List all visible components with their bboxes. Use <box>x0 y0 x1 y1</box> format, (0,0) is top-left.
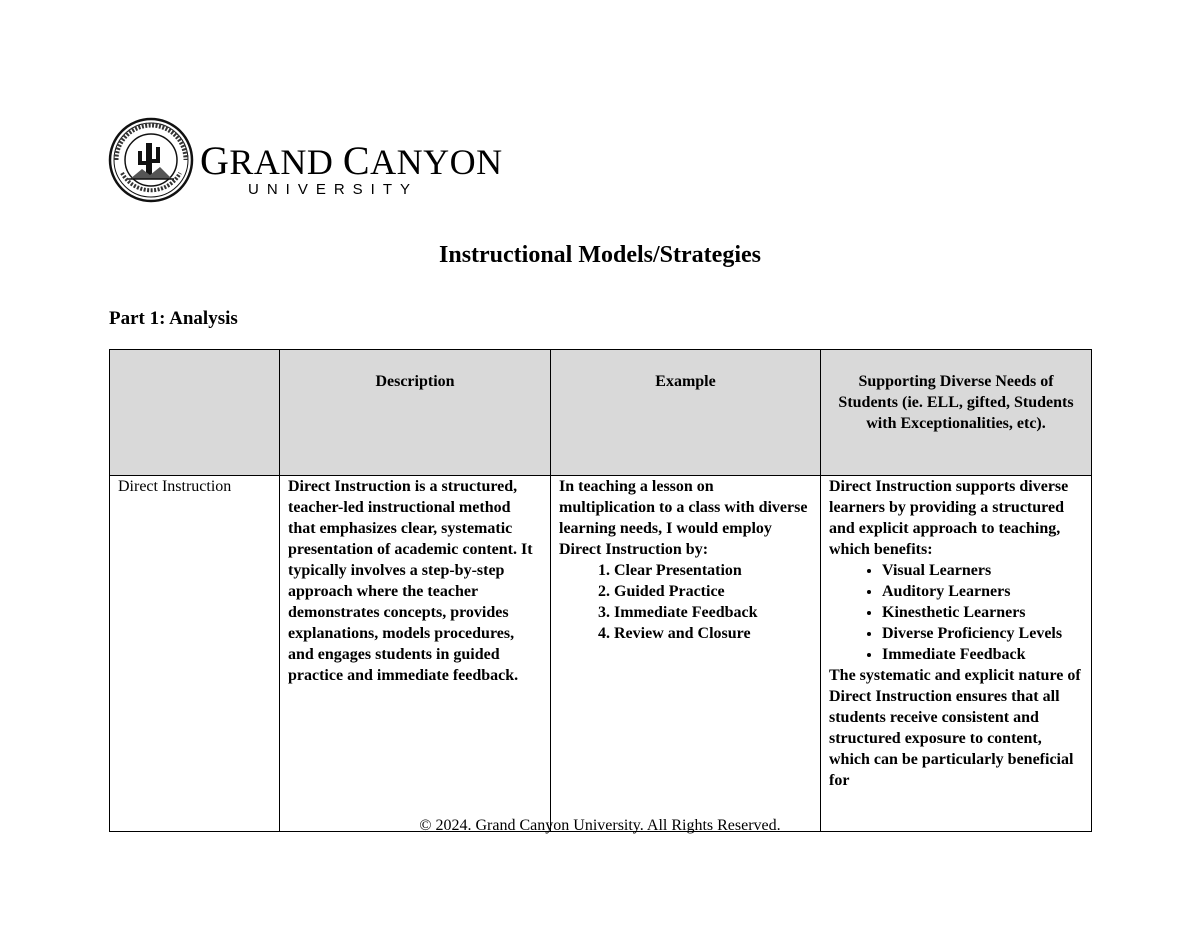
header-cell-supporting-diverse-needs: Supporting Diverse Needs of Students (ie. ELL, gifted, Students with Exceptionalities, etc). <box>821 350 1092 476</box>
support-list <box>829 560 1083 665</box>
logo-subtitle: UNIVERSITY <box>248 181 419 198</box>
university-seal-icon <box>108 117 194 203</box>
page-title: Instructional Models/Strategies <box>439 242 761 268</box>
support-content <box>829 476 1083 831</box>
model-name-cell <box>110 476 280 832</box>
model-name: Direct Instruction <box>118 478 232 495</box>
support-outro: The systematic and explicit nature of Direct Instruction ensures that all students receive consistent and structured exposure to content, which can be particularly beneficial for <box>829 667 1081 789</box>
support-cell <box>821 476 1092 832</box>
list-item: • Immediate Feedback <box>882 644 1083 665</box>
copyright-footer: © 2024. Grand Canyon University. All Rights Reserved. <box>419 817 781 834</box>
example-cell <box>551 476 821 832</box>
section-heading: Part 1: Analysis <box>109 308 238 329</box>
list-item: 3. Immediate Feedback <box>614 602 812 623</box>
list-item: 2. Guided Practice <box>614 581 812 602</box>
example-intro: In teaching a lesson on multiplication to a class with diverse learning needs, I would employ Direct Instruction by: <box>559 478 808 558</box>
header-cell-model <box>110 350 280 476</box>
description-text: Direct Instruction is a structured, teacher-led instructional method that emphasizes clear, systematic presentation of academic content. It typically involves a step-by-step approach where the teacher demonstrates concepts, provides explanations, models procedures, and engages students in guided practice and immediate feedback. <box>288 478 533 684</box>
header-cell-description: Description <box>280 350 551 476</box>
list-item: 1. Clear Presentation <box>614 560 812 581</box>
list-item: 4. Review and Closure <box>614 623 812 644</box>
example-steps-list <box>559 560 812 644</box>
support-intro: Direct Instruction supports diverse learners by providing a structured and explicit approach to teaching, which benefits: <box>829 478 1069 558</box>
list-item: • Diverse Proficiency Levels <box>882 623 1083 644</box>
table-row <box>110 476 1092 832</box>
list-item: • Visual Learners <box>882 560 1083 581</box>
logo-wordmark: GRAND CANYON <box>200 138 503 183</box>
list-item: • Auditory Learners <box>882 581 1083 602</box>
strategies-table <box>109 349 1092 832</box>
list-item: • Kinesthetic Learners <box>882 602 1083 623</box>
table-header-row <box>110 350 1092 476</box>
header-cell-example: Example <box>551 350 821 476</box>
description-cell <box>280 476 551 832</box>
university-logo <box>108 117 503 203</box>
